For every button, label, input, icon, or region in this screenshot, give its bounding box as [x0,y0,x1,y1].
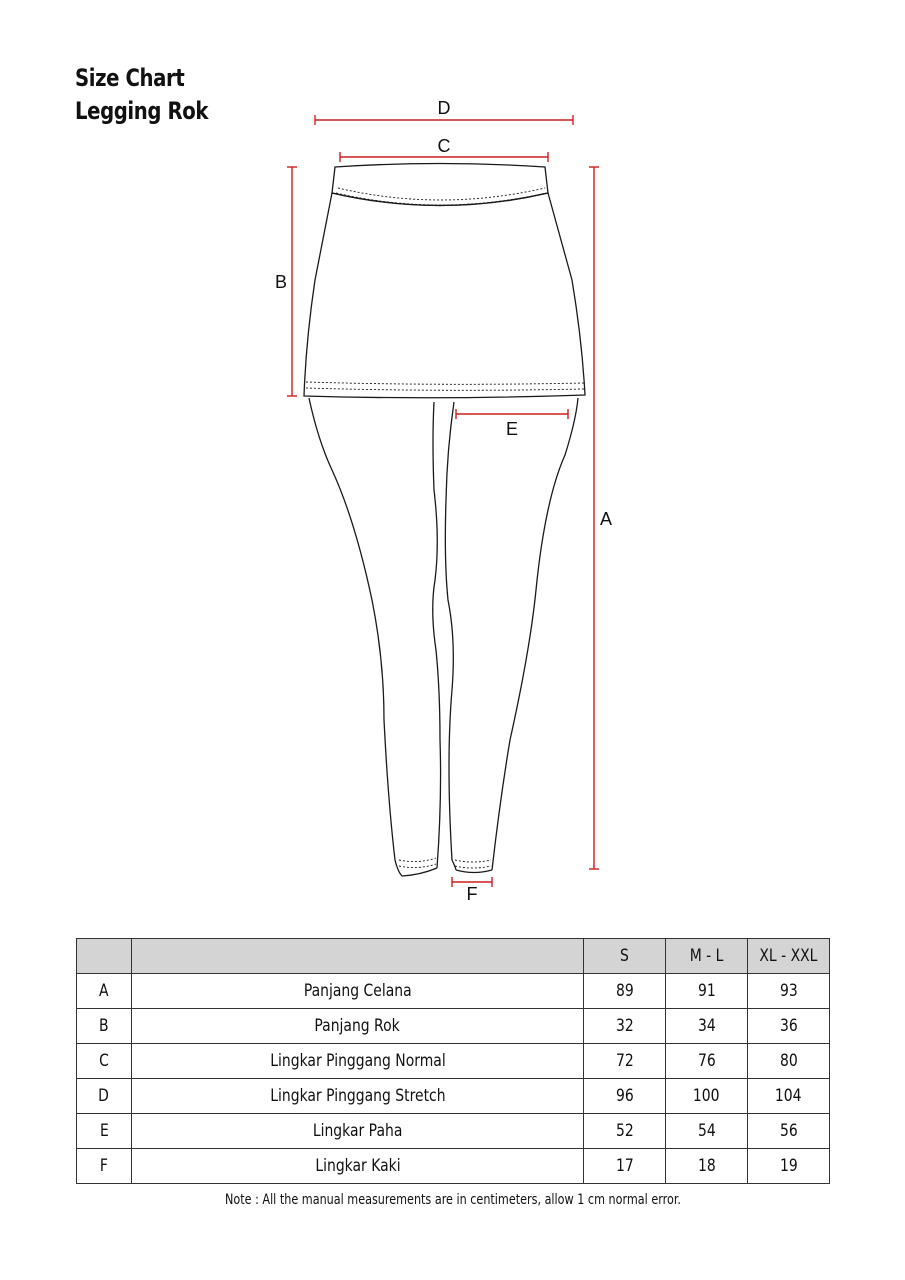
row-name: Lingkar Pinggang Normal [132,1044,584,1079]
row-value-xl: 36 [748,1009,830,1044]
row-name: Lingkar Pinggang Stretch [132,1079,584,1114]
header-size-xl: XL - XXL [748,939,830,974]
row-value-xl: 80 [748,1044,830,1079]
label-A: A [599,509,613,529]
header-measurement [132,939,584,974]
measure-B [287,167,297,396]
header-code [77,939,132,974]
table-row [77,1079,830,1114]
row-name: Lingkar Paha [132,1114,584,1149]
row-code: E [77,1114,132,1149]
row-value-s: 72 [584,1044,666,1079]
row-code: C [77,1044,132,1079]
label-F: F [466,884,478,904]
title-size-chart: Size Chart [75,64,185,92]
row-value-s: 17 [584,1149,666,1184]
label-D: D [437,98,451,118]
row-code: F [77,1149,132,1184]
table-row [77,1044,830,1079]
header-size-ml: M - L [666,939,748,974]
skirt-outline [304,164,585,398]
row-name: Panjang Celana [132,974,584,1009]
row-code: B [77,1009,132,1044]
label-B: B [274,272,288,292]
row-value-ml: 34 [666,1009,748,1044]
title-product-name: Legging Rok [75,97,209,125]
label-E: E [505,419,519,439]
label-C: C [437,136,451,156]
row-value-ml: 18 [666,1149,748,1184]
row-name: Panjang Rok [132,1009,584,1044]
row-value-xl: 19 [748,1149,830,1184]
row-code: D [77,1079,132,1114]
table-row [77,1149,830,1184]
measurement-note: Note : All the manual measurements are in centimeters, allow 1 cm normal error. [224,1192,681,1208]
header-size-s: S [584,939,666,974]
table-row [77,1114,830,1149]
row-name: Lingkar Kaki [132,1149,584,1184]
table-row [77,974,830,1009]
row-value-xl: 93 [748,974,830,1009]
row-value-ml: 54 [666,1114,748,1149]
row-value-xl: 56 [748,1114,830,1149]
row-value-s: 32 [584,1009,666,1044]
measure-A [589,167,599,869]
legging-outline [309,398,578,876]
row-value-xl: 104 [748,1079,830,1114]
row-value-ml: 100 [666,1079,748,1114]
table-row [77,1009,830,1044]
row-value-s: 96 [584,1079,666,1114]
size-table [76,938,830,1184]
row-code: A [77,974,132,1009]
row-value-ml: 91 [666,974,748,1009]
measure-E [456,409,568,419]
row-value-ml: 76 [666,1044,748,1079]
row-value-s: 89 [584,974,666,1009]
row-value-s: 52 [584,1114,666,1149]
table-header-row [77,939,830,974]
